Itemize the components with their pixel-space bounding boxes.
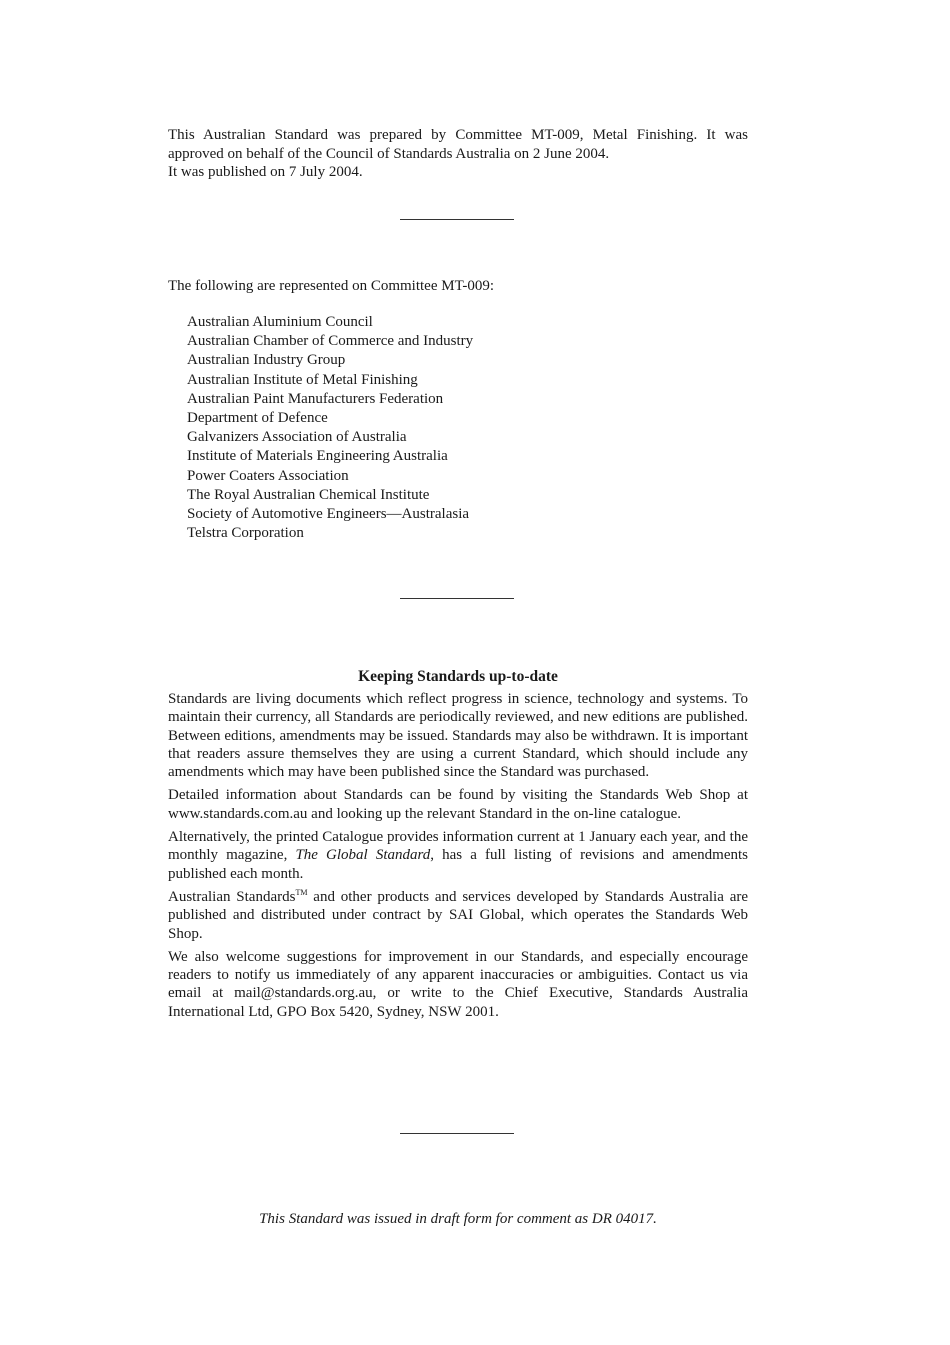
trademark-symbol: TM [295,887,308,897]
list-item: Galvanizers Association of Australia [187,429,407,446]
list-item: The Royal Australian Chemical Institute [187,486,430,503]
magazine-title: The Global Standard [295,847,431,864]
list-item: Department of Defence [187,410,328,427]
paragraph-web-shop: Detailed information about Standards can be found by visiting the Standards Web Shop at www.standards.com.au and looking up the relevant Standard in the on-line catalogue. [168,787,748,822]
committee-heading: The following are represented on Committee MT-009: [168,278,495,294]
preparation-statement [168,126,748,182]
section-divider [400,219,514,220]
paragraph-suggestions: We also welcome suggestions for improvement in our Standards, and especially encourage readers to notify us immediately of any apparent inaccuracies or ambiguities. Contact us via email at mail@standards.org.au, or write to the Chief Executive, Standards Australia International Ltd, GPO Box 5420, Sydney, NSW 2001. [168,948,748,1020]
list-item: Power Coaters Association [187,467,349,484]
approval-text: This Australian Standard was prepared by Committee MT-009, Metal Finishing. It was approved on behalf of the Council of Standards Australia on 2 June 2004. [168,127,748,162]
list-item: Society of Automotive Engineers—Australasia [187,506,470,523]
section-title: Keeping Standards up-to-date [358,668,558,685]
list-item: Australian Chamber of Commerce and Industry [187,333,474,350]
document-page [168,0,748,1345]
list-item: Australian Industry Group [187,352,346,369]
committee-member-list [187,313,473,543]
list-item: Australian Paint Manufacturers Federation [187,390,444,407]
paragraph-living-documents: Standards are living documents which reflect progress in science, technology and systems. To maintain their currency, all Standards are periodically reviewed, and new editions are published. Between editions, amendments may be issued. Standards may also be withdrawn. It is important that readers assure themselves they are using a current Standard, which should include any amendments which may have been published since the Standard was purchased. [168,691,748,781]
section-divider [400,598,514,599]
list-item: Australian Institute of Metal Finishing [187,371,418,388]
list-item: Australian Aluminium Council [187,314,373,330]
publication-date-text: It was published on 7 July 2004. [168,164,363,180]
section-divider [400,1133,514,1134]
draft-note: This Standard was issued in draft form for comment as DR 04017. [259,1211,657,1227]
list-item: Institute of Materials Engineering Australia [187,448,448,465]
paragraph-distribution: Australian Standards™ and other products and services developed by Standards Australia are published and distributed under contract by SAI Global, which operates the Standards Web Shop. [168,887,749,942]
paragraph-catalogue: Alternatively, the printed Catalogue provides information current at 1 January each year, and the monthly magazine, The Global Standard, has a full listing of revisions and amendments published each month. [168,829,749,882]
list-item: Telstra Corporation [187,525,304,542]
keeping-standards-body [168,690,748,1026]
